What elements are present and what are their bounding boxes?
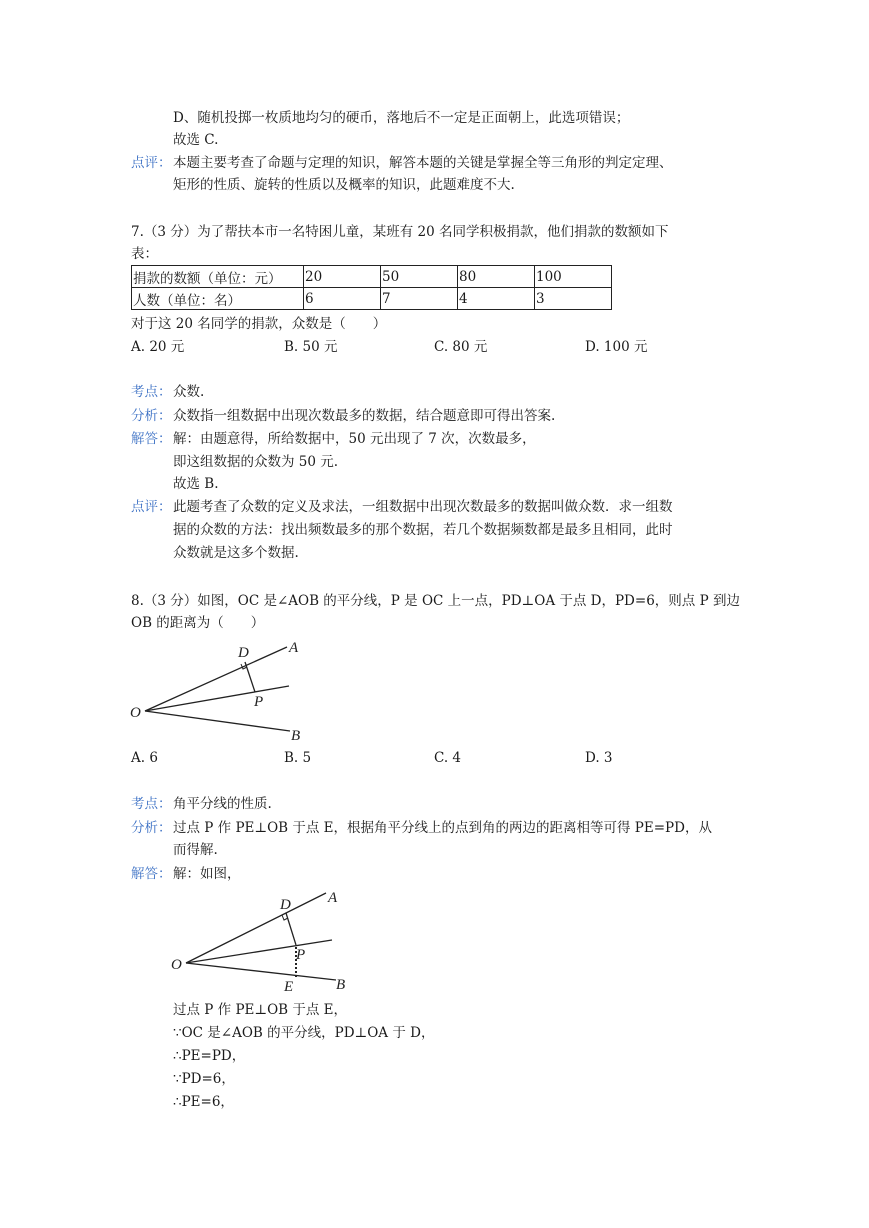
q8-jieda-line1: 解：如图， bbox=[173, 866, 241, 882]
q7-review-line2: 据的众数的方法：找出频数最多的那个数据，若几个数据频数都是最多且相同，此时 bbox=[173, 522, 673, 538]
q7-stem-line1: 7.（3 分）为了帮扶本市一名特困儿童，某班有 20 名同学积极捐款，他们捐款的数额如下 bbox=[131, 224, 669, 240]
q7-question: 对于这 20 名同学的捐款，众数是（ ） bbox=[131, 316, 387, 332]
angle-bisector-figure bbox=[125, 635, 315, 745]
q8-step: ∵PD=6， bbox=[173, 1071, 235, 1087]
label-b: B bbox=[291, 728, 301, 744]
q6-review-label: 点评： bbox=[131, 155, 172, 171]
q7-jieda-line1: 解：由题意得，所给数据中，50 元出现了 7 次，次数最多， bbox=[173, 431, 536, 447]
q7-option-b: B. 50 元 bbox=[284, 339, 338, 355]
q7-kaodian-label: 考点： bbox=[131, 384, 172, 400]
q7-option-d: D. 100 元 bbox=[585, 339, 648, 355]
q8-stem-line1: 8.（3 分）如图，OC 是∠AOB 的平分线，P 是 OC 上一点，PD⊥OA 于点 D，PD=6，则点 P 到边 bbox=[131, 593, 740, 609]
donation-table bbox=[131, 265, 612, 310]
table-row bbox=[132, 266, 612, 288]
label-e: E bbox=[284, 979, 294, 995]
table-row bbox=[132, 288, 612, 310]
label-p: P bbox=[254, 694, 264, 710]
q8-fenxi-line1: 过点 P 作 PE⊥OB 于点 E，根据角平分线上的点到角的两边的距离相等可得 PE=PD，从 bbox=[173, 820, 712, 836]
table-cell: 4 bbox=[458, 288, 535, 310]
q7-kaodian: 众数. bbox=[173, 384, 205, 400]
label-o: O bbox=[171, 957, 182, 973]
q8-option-b: B. 5 bbox=[284, 750, 312, 766]
q7-review-label: 点评： bbox=[131, 499, 172, 515]
q6-answer: 故选 C. bbox=[173, 132, 219, 148]
q8-step: 过点 P 作 PE⊥OB 于点 E， bbox=[173, 1002, 348, 1018]
table-cell: 20 bbox=[304, 266, 381, 288]
q7-jieda-label: 解答： bbox=[131, 431, 172, 447]
table-cell: 80 bbox=[458, 266, 535, 288]
label-a: A bbox=[289, 640, 299, 656]
q8-fenxi-label: 分析： bbox=[131, 820, 172, 836]
q7-stem-line2: 表： bbox=[131, 246, 158, 262]
q7-option-c: C. 80 元 bbox=[434, 339, 488, 355]
segment-pd bbox=[245, 662, 255, 692]
ray-oa bbox=[145, 647, 287, 711]
q8-stem-line2: OB 的距离为（ ） bbox=[131, 615, 265, 631]
label-a: A bbox=[328, 890, 338, 906]
q8-step: ∴PE=6， bbox=[173, 1094, 234, 1110]
q8-fenxi-line2: 而得解. bbox=[173, 842, 218, 858]
q7-fenxi: 众数指一组数据中出现次数最多的数据，结合题意即可得出答案. bbox=[173, 408, 556, 424]
table-cell: 3 bbox=[535, 288, 612, 310]
ray-oc bbox=[145, 686, 289, 711]
table-cell: 100 bbox=[535, 266, 612, 288]
table-cell: 7 bbox=[381, 288, 458, 310]
q7-option-a: A. 20 元 bbox=[131, 339, 185, 355]
q7-jieda-line3: 故选 B. bbox=[173, 476, 219, 492]
q6-review-line1: 本题主要考查了命题与定理的知识，解答本题的关键是掌握全等三角形的判定定理、 bbox=[173, 155, 673, 171]
ray-ob bbox=[186, 963, 336, 980]
q7-review-line1: 此题考查了众数的定义及求法，一组数据中出现次数最多的数据叫做众数．求一组数 bbox=[173, 499, 673, 515]
solution-figure bbox=[168, 885, 358, 997]
q8-kaodian-label: 考点： bbox=[131, 796, 172, 812]
q8-option-c: C. 4 bbox=[434, 750, 462, 766]
q8-step: ∵OC 是∠AOB 的平分线，PD⊥OA 于 D， bbox=[173, 1025, 435, 1041]
table-cell: 人数（单位：名） bbox=[132, 288, 304, 310]
q8-option-a: A. 6 bbox=[131, 750, 158, 766]
q8-kaodian: 角平分线的性质. bbox=[173, 796, 272, 812]
q6-review-line2: 矩形的性质、旋转的性质以及概率的知识，此题难度不大. bbox=[173, 177, 515, 193]
q8-step: ∴PE=PD， bbox=[173, 1048, 246, 1064]
label-o: O bbox=[130, 705, 141, 721]
q7-fenxi-label: 分析： bbox=[131, 408, 172, 424]
table-cell: 捐款的数额（单位：元） bbox=[132, 266, 304, 288]
label-p: P bbox=[296, 947, 306, 963]
ray-ob bbox=[145, 711, 290, 731]
q6-option-d-text: D、随机投掷一枚质地均匀的硬币，落地后不一定是正面朝上，此选项错误； bbox=[173, 110, 630, 126]
label-d: D bbox=[280, 897, 291, 913]
table-cell: 6 bbox=[304, 288, 381, 310]
label-d: D bbox=[238, 645, 249, 661]
label-b: B bbox=[336, 977, 346, 993]
q7-review-line3: 众数就是这多个数据. bbox=[173, 545, 299, 561]
q8-option-d: D. 3 bbox=[585, 750, 613, 766]
table-cell: 50 bbox=[381, 266, 458, 288]
q8-jieda-label: 解答： bbox=[131, 866, 172, 882]
q7-jieda-line2: 即这组数据的众数为 50 元. bbox=[173, 454, 339, 470]
